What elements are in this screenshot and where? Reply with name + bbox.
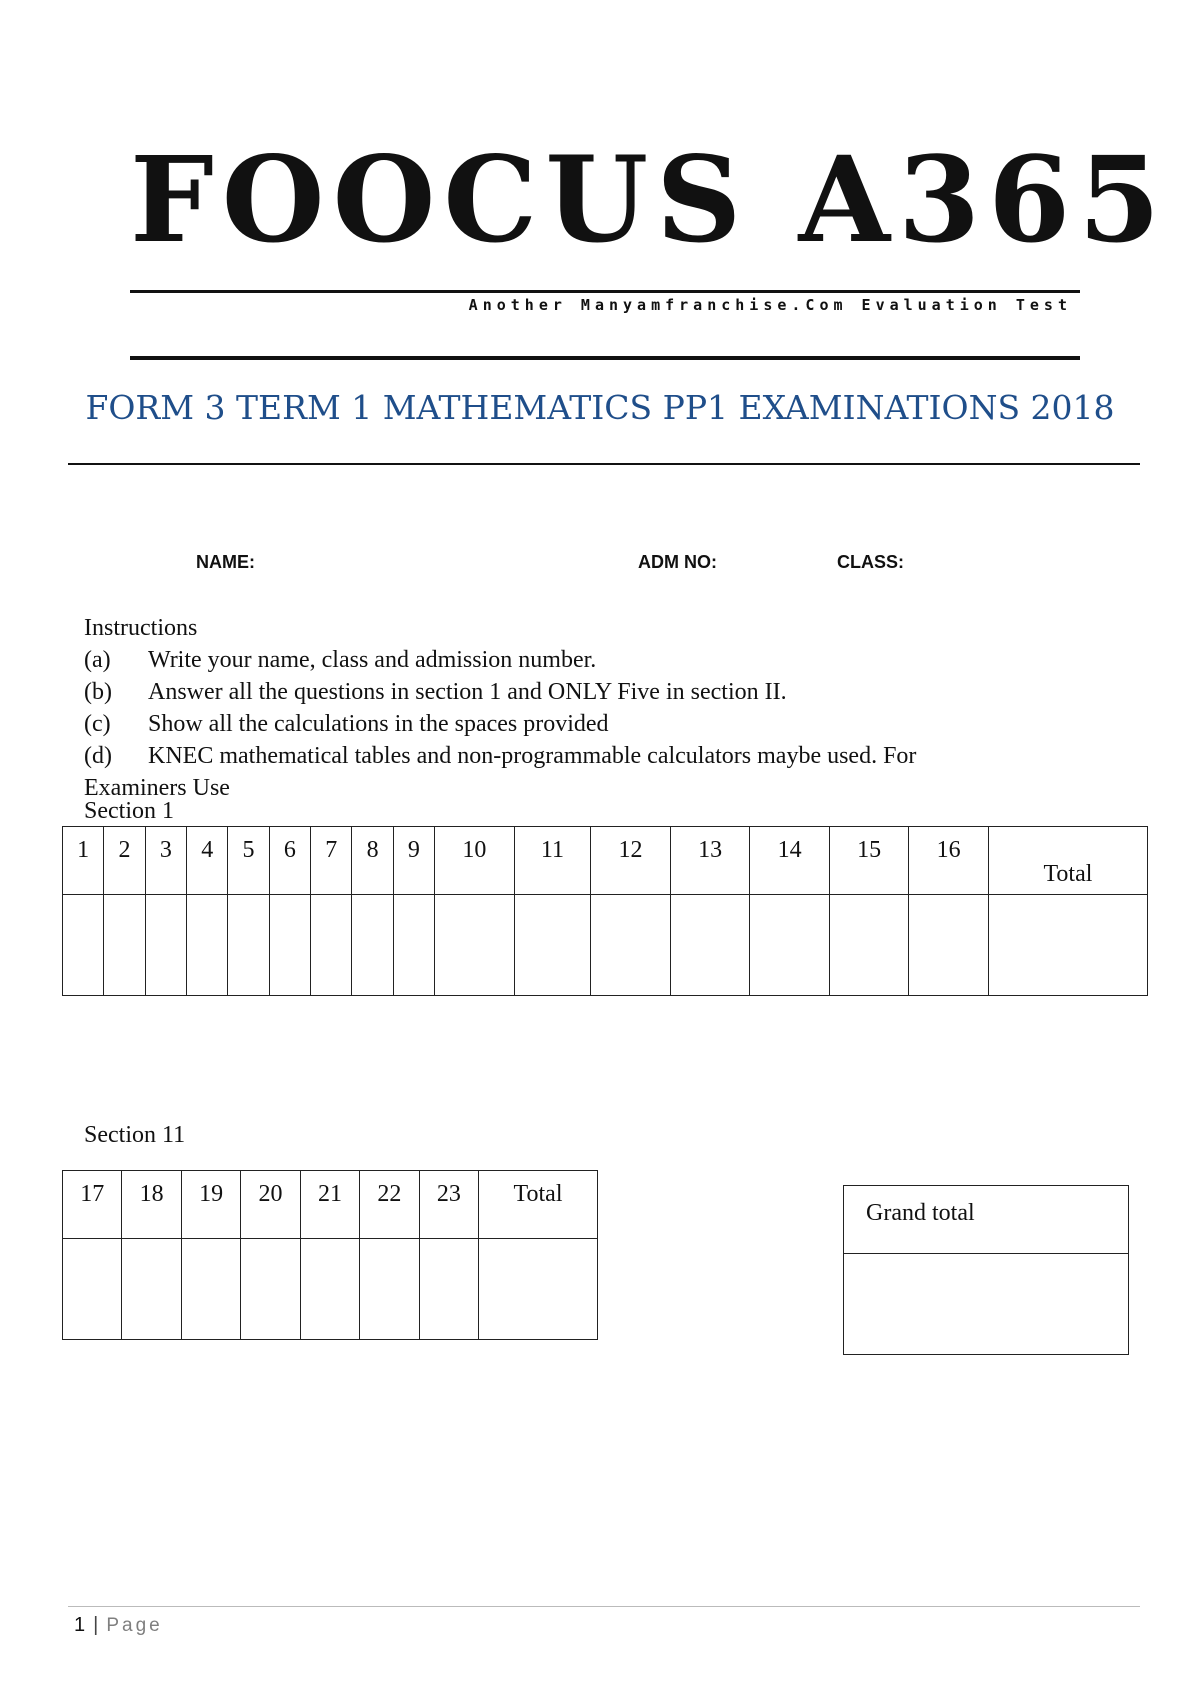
question-column-header: 20 bbox=[241, 1171, 300, 1239]
instruction-item bbox=[84, 676, 1124, 708]
instructions bbox=[84, 612, 1124, 804]
total-column-header: Total bbox=[479, 1171, 598, 1239]
question-column-header: 6 bbox=[269, 827, 310, 895]
table-header-row bbox=[63, 1171, 598, 1239]
page-number: 1 bbox=[74, 1614, 86, 1636]
question-column-header: 23 bbox=[419, 1171, 478, 1239]
score-cell bbox=[829, 895, 909, 996]
score-cell bbox=[352, 895, 393, 996]
logo-tagline: Another Manyamfranchise.Com Evaluation Test bbox=[468, 296, 1072, 314]
score-cell bbox=[241, 1239, 300, 1340]
page-title: FORM 3 TERM 1 MATHEMATICS PP1 EXAMINATIONS 2018 bbox=[85, 388, 1115, 427]
instruction-key: (c) bbox=[84, 711, 111, 737]
instruction-item bbox=[84, 740, 1124, 772]
question-column-header: 5 bbox=[228, 827, 269, 895]
page-footer bbox=[74, 1614, 163, 1637]
question-column-header: 19 bbox=[181, 1171, 240, 1239]
header-divider bbox=[130, 356, 1080, 360]
logo bbox=[130, 150, 1169, 314]
instruction-text: Answer all the questions in section 1 and ONLY Five in section II. bbox=[148, 679, 787, 705]
footer-divider bbox=[68, 1606, 1140, 1607]
instruction-text: Write your name, class and admission number. bbox=[148, 647, 597, 673]
score-cell bbox=[360, 1239, 419, 1340]
score-cell bbox=[591, 895, 671, 996]
question-column-header: 14 bbox=[750, 827, 830, 895]
grand-total-table bbox=[843, 1185, 1129, 1355]
title-divider bbox=[68, 463, 1140, 465]
question-column-header: 1 bbox=[63, 827, 104, 895]
class-field-label: CLASS: bbox=[837, 552, 904, 572]
section-1-label: Section 1 bbox=[84, 798, 174, 824]
score-cell bbox=[181, 1239, 240, 1340]
score-cell bbox=[909, 895, 989, 996]
question-column-header: 21 bbox=[300, 1171, 359, 1239]
question-column-header: 22 bbox=[360, 1171, 419, 1239]
logo-underline bbox=[130, 290, 1080, 293]
score-cell bbox=[122, 1239, 181, 1340]
grand-total-cell bbox=[844, 1254, 1129, 1355]
question-column-header: 3 bbox=[145, 827, 186, 895]
score-cell bbox=[300, 1239, 359, 1340]
instruction-key: (b) bbox=[84, 679, 112, 705]
score-cell bbox=[145, 895, 186, 996]
question-column-header: 15 bbox=[829, 827, 909, 895]
instruction-item bbox=[84, 644, 1124, 676]
score-cell bbox=[104, 895, 145, 996]
question-column-header: 17 bbox=[63, 1171, 122, 1239]
score-entry-row bbox=[63, 1239, 598, 1340]
score-cell bbox=[419, 1239, 478, 1340]
score-cell bbox=[311, 895, 352, 996]
section-2-label: Section 11 bbox=[84, 1122, 186, 1148]
question-column-header: 4 bbox=[187, 827, 228, 895]
score-cell bbox=[187, 895, 228, 996]
table-header-row bbox=[844, 1186, 1129, 1254]
score-entry-row bbox=[63, 895, 1148, 996]
instructions-heading: Instructions bbox=[84, 615, 198, 641]
score-entry-row bbox=[844, 1254, 1129, 1355]
table-header-row bbox=[63, 827, 1148, 895]
score-cell bbox=[63, 1239, 122, 1340]
question-column-header: 18 bbox=[122, 1171, 181, 1239]
score-cell bbox=[670, 895, 750, 996]
grand-total-label: Grand total bbox=[844, 1186, 1129, 1254]
instruction-text: KNEC mathematical tables and non-programmable calculators maybe used. For bbox=[148, 743, 917, 769]
page-word: Page bbox=[106, 1615, 163, 1636]
score-cell bbox=[228, 895, 269, 996]
footer-separator: | bbox=[93, 1614, 99, 1636]
section-1-score-table bbox=[62, 826, 1148, 996]
total-cell bbox=[479, 1239, 598, 1340]
logo-wordmark: FOOCUS A365 bbox=[130, 150, 1169, 250]
instruction-key: (a) bbox=[84, 647, 111, 673]
question-column-header: 2 bbox=[104, 827, 145, 895]
total-column-header: Total bbox=[988, 827, 1147, 895]
question-column-header: 11 bbox=[514, 827, 591, 895]
score-cell bbox=[435, 895, 515, 996]
instruction-text: Show all the calculations in the spaces provided bbox=[148, 711, 609, 737]
instruction-key: (d) bbox=[84, 743, 112, 769]
total-cell bbox=[988, 895, 1147, 996]
question-column-header: 12 bbox=[591, 827, 671, 895]
question-column-header: 16 bbox=[909, 827, 989, 895]
question-column-header: 10 bbox=[435, 827, 515, 895]
instruction-item bbox=[84, 708, 1124, 740]
score-cell bbox=[393, 895, 434, 996]
question-column-header: 13 bbox=[670, 827, 750, 895]
name-field-label: NAME: bbox=[196, 552, 255, 572]
score-cell bbox=[750, 895, 830, 996]
section-2-score-table bbox=[62, 1170, 598, 1340]
score-cell bbox=[514, 895, 591, 996]
question-column-header: 9 bbox=[393, 827, 434, 895]
score-cell bbox=[63, 895, 104, 996]
question-column-header: 7 bbox=[311, 827, 352, 895]
question-column-header: 8 bbox=[352, 827, 393, 895]
adm-no-field-label: ADM NO: bbox=[638, 552, 717, 572]
instruction-continuation: Examiners Use bbox=[84, 775, 230, 801]
score-cell bbox=[269, 895, 310, 996]
